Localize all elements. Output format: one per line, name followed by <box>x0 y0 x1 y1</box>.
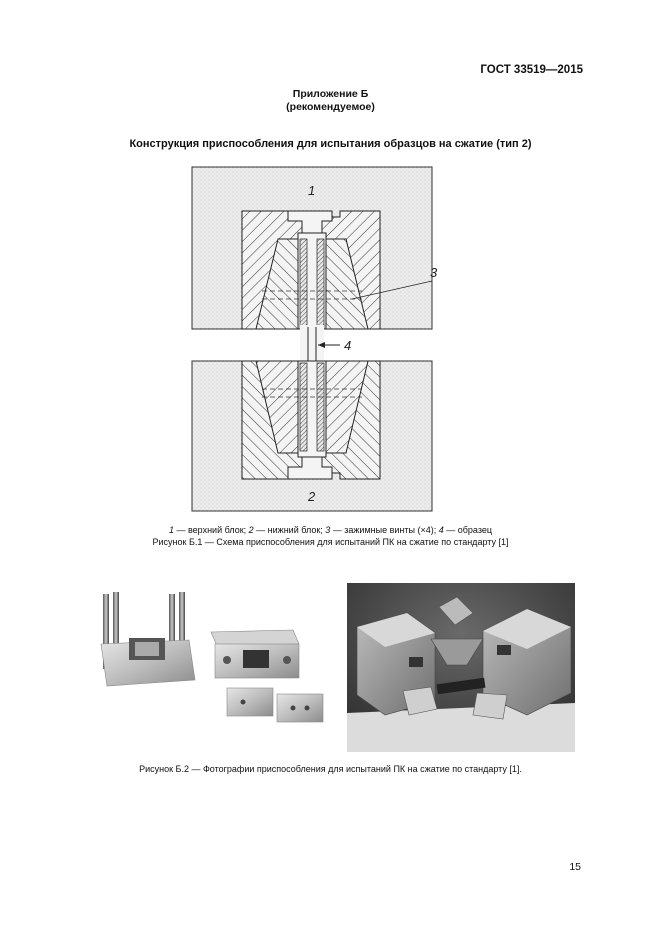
appendix-status: (рекомендуемое) <box>286 101 375 113</box>
document-header: ГОСТ 33519—2015 <box>480 64 583 76</box>
figure1-legend <box>0 524 661 548</box>
legend-text-3: — зажимные винты (×4); <box>330 525 439 535</box>
legend-num-3: 3 <box>325 525 331 535</box>
legend-text-4: — образец <box>443 525 493 535</box>
appendix-title: Приложение Б <box>292 88 369 100</box>
label-2: 2 <box>308 489 316 504</box>
legend-num-1: 1 <box>168 525 174 535</box>
fixture-photo-parts <box>93 584 333 750</box>
specimen <box>300 325 340 361</box>
legend-text-2: — нижний блок; <box>253 525 326 535</box>
figure2-caption: Рисунок Б.2 — Фотографии приспособления для испытаний ПК на сжатие по стандарту [1]. <box>139 764 522 774</box>
label-1: 1 <box>308 183 316 198</box>
appendix-heading <box>0 88 661 114</box>
legend-text-1: — верхний блок; <box>173 525 249 535</box>
figure1-caption: Рисунок Б.1 — Схема приспособления для испытаний ПК на сжатие по стандарту [1] <box>152 537 509 547</box>
legend-num-4: 4 <box>438 525 444 535</box>
legend-line <box>0 524 661 536</box>
label-4: 4 <box>344 338 352 353</box>
label-3: 3 <box>430 265 438 280</box>
page-number: 15 <box>569 861 581 873</box>
section-title: Конструкция приспособления для испытания образцов на сжатие (тип 2) <box>129 138 532 150</box>
legend-num-2: 2 <box>248 525 254 535</box>
fixture-photo-assembled <box>347 583 575 752</box>
fixture-schematic <box>192 167 438 511</box>
